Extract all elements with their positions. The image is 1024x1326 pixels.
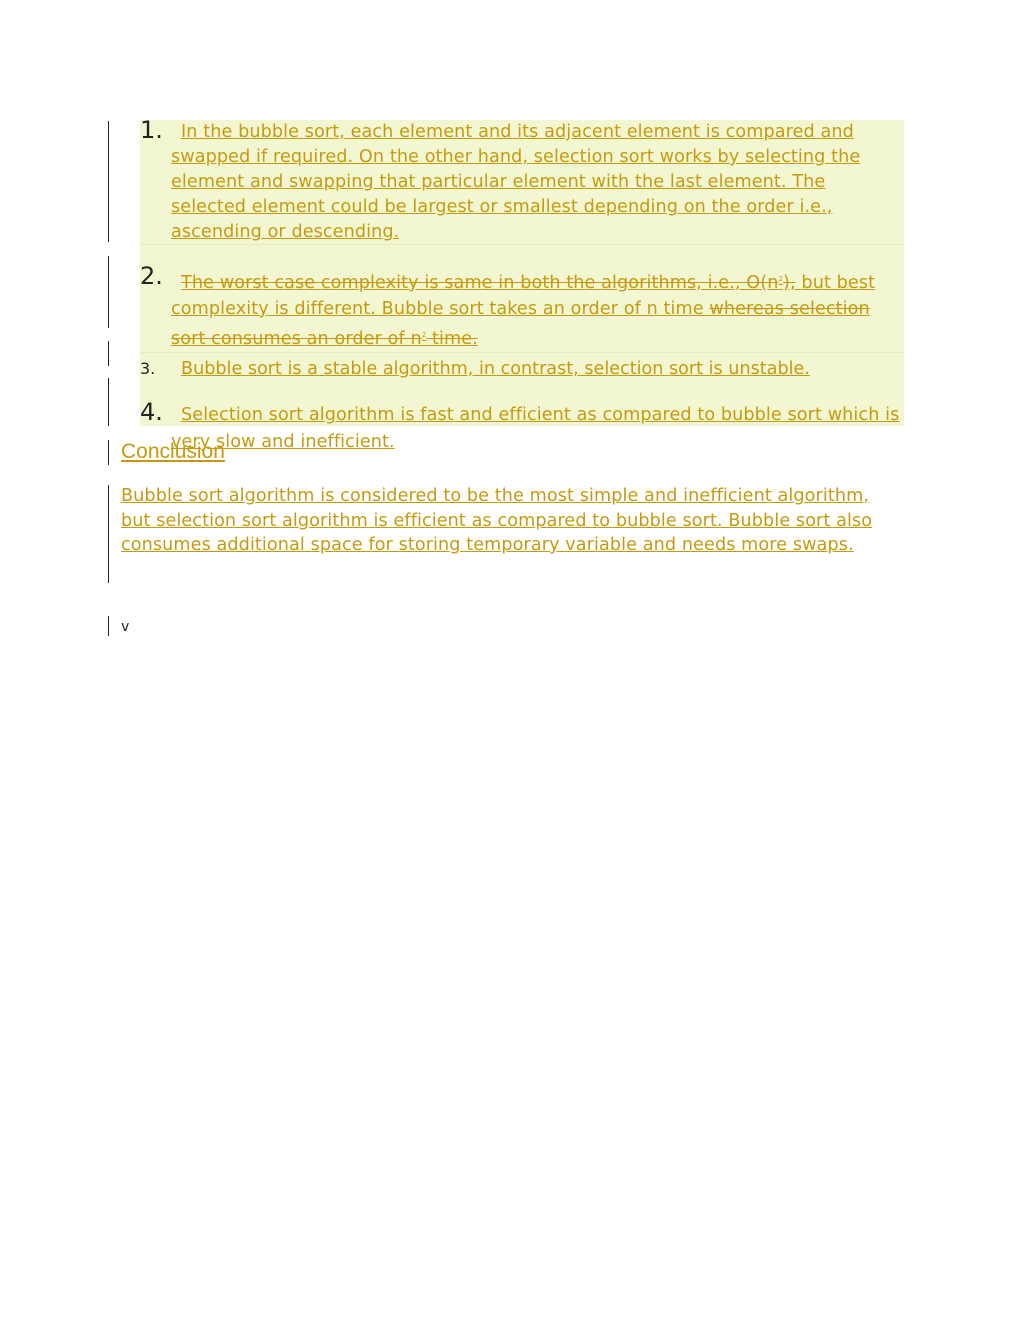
list-item (140, 116, 904, 245)
list-number: 4. (140, 398, 163, 426)
list-item-text: Bubble sort is a stable algorithm, in contrast, selection sort is unstable. (181, 359, 810, 379)
conclusion-paragraph: Bubble sort algorithm is considered to be the most simple and inefficient algorithm, but selection sort algorithm is efficient as compared to bubble sort. Bubble sort also consumes additional space for storing temporary variable and needs more swaps. (121, 486, 873, 555)
change-bar (108, 341, 109, 366)
list-number: 3. (140, 359, 156, 378)
highlight-separator (140, 352, 904, 353)
change-bar (108, 440, 109, 465)
change-bar (108, 616, 109, 636)
change-bar (108, 121, 109, 242)
list-item (140, 398, 904, 456)
list-item-text: In the bubble sort, each element and its adjacent element is compared and swapped if required. On the other hand, selection sort works by selecting the element and swapping that particular element with the last element. The selected element could be largest or smallest depending on the order i.e., ascending or descending. (171, 122, 861, 242)
stray-text: v (121, 619, 130, 635)
list-number: 2. (140, 262, 163, 290)
section-heading: Conclusion (121, 440, 225, 463)
list-item (140, 262, 904, 352)
change-bar (108, 485, 109, 583)
list-item-text: The worst case complexity is same in both the algorithms, i.e., $O(n^2)$, but best complexity is different. Bubble sort takes an order of n time whereas selection sort consumes an order of $n^2$ time. (171, 272, 876, 349)
change-bar (108, 256, 109, 328)
change-bar (108, 378, 109, 426)
list-item (140, 357, 904, 382)
list-item-text: Selection sort algorithm is fast and efficient as compared to bubble sort which is very slow and inefficient. (171, 405, 900, 452)
list-number: 1. (140, 116, 163, 144)
